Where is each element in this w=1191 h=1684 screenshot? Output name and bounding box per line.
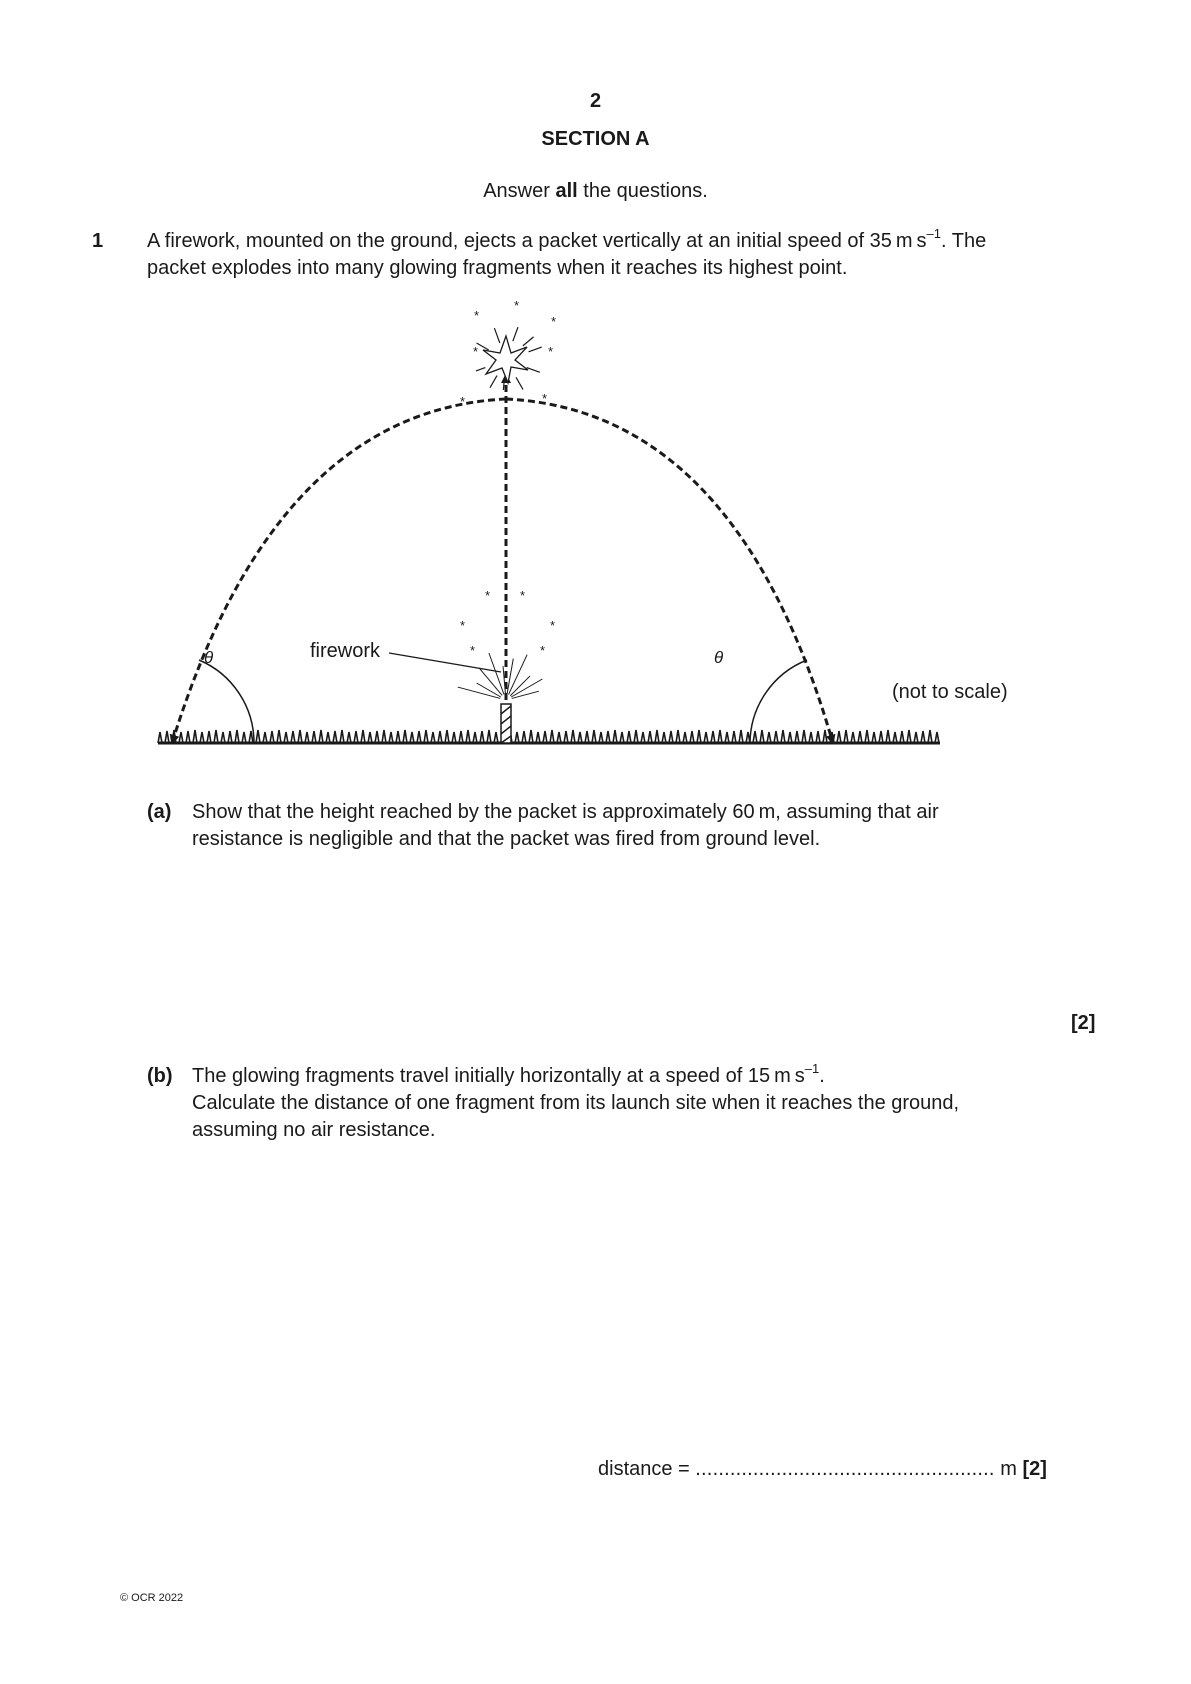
spark-star: * <box>542 391 548 406</box>
spark-star: * <box>473 344 479 359</box>
part-b-line2: Calculate the distance of one fragment from its launch site when it reaches the ground, <box>192 1092 960 1114</box>
instruction-text-after: the questions. <box>577 180 708 202</box>
launch-spark-ray <box>507 659 513 694</box>
firework-label: firework <box>310 640 381 662</box>
question-stem-end: . The <box>941 230 987 252</box>
spark-star: * <box>474 308 480 323</box>
instruction <box>0 180 1191 203</box>
question-stem-line2: packet explodes into many glowing fragments when it reaches its highest point. <box>147 257 848 279</box>
burst-ray <box>476 368 485 371</box>
burst-ray <box>494 328 499 343</box>
part-a-line1: Show that the height reached by the packet is approximately 60 m, assuming that air <box>192 801 939 823</box>
part-a-line2: resistance is negligible and that the packet was fired from ground level. <box>192 828 821 850</box>
launch-spark-star: * <box>470 643 476 658</box>
copyright: © OCR 2022 <box>120 1592 184 1604</box>
burst-ray <box>513 327 518 341</box>
section-title: SECTION A <box>541 128 650 150</box>
part-b-label: (b) <box>147 1065 173 1087</box>
part-b-line3: assuming no air resistance. <box>192 1119 436 1141</box>
launch-spark-star: * <box>485 588 491 603</box>
question-stem-text: A firework, mounted on the ground, ejects a packet vertically at an initial speed of 35 m s <box>147 230 927 252</box>
part-b-line1-end: . <box>819 1065 825 1087</box>
part-a-marks: [2] <box>1071 1012 1096 1034</box>
launch-spark-star: * <box>550 618 556 633</box>
burst-ray <box>523 337 534 346</box>
trajectory-left <box>173 399 506 740</box>
spark-star: * <box>551 314 557 329</box>
page-number: 2 <box>589 90 602 112</box>
trajectory-right <box>506 399 832 740</box>
ground <box>158 730 940 743</box>
spark-star: * <box>548 344 554 359</box>
angle-arc-right <box>750 660 807 743</box>
question-number: 1 <box>92 230 104 252</box>
burst-ray <box>516 377 523 389</box>
burst-ray <box>503 380 504 390</box>
answer-blank[interactable]: .................................................... <box>695 1458 995 1480</box>
burst-ray <box>490 376 497 388</box>
firework-diagram <box>140 300 1060 780</box>
burst-ray <box>527 368 540 373</box>
firework-leader-line <box>389 653 501 672</box>
launch-spark-star: * <box>520 588 526 603</box>
firework-launcher <box>501 704 511 743</box>
part-b-line1-exponent: –1 <box>804 1061 820 1077</box>
part-b-line1 <box>192 1063 825 1090</box>
answer-label: distance = <box>598 1458 690 1480</box>
question-stem-exponent: –1 <box>926 226 942 242</box>
angle-label-left: θ <box>204 648 214 667</box>
question-stem-line1 <box>147 228 986 255</box>
part-b-marks-value: 2 <box>1029 1458 1041 1480</box>
grass <box>158 730 939 743</box>
explosion-burst <box>460 300 556 409</box>
part-a-label: (a) <box>147 801 172 823</box>
part-a-marks-value: 2 <box>1077 1012 1089 1034</box>
spark-star: * <box>514 300 520 313</box>
instruction-text-before: Answer <box>483 180 556 202</box>
launch-spark-star: * <box>540 643 546 658</box>
spark-star: * <box>460 394 466 409</box>
burst-ray <box>477 343 489 350</box>
launch-spark-ray <box>510 676 530 696</box>
angle-arc-left <box>199 660 254 743</box>
answer-line: distance = .................................................... m [2] <box>598 1458 1047 1480</box>
burst-ray <box>529 347 542 352</box>
angle-label-right: θ <box>714 648 724 667</box>
launch-spark-ray <box>503 666 505 694</box>
launch-spark-star: * <box>460 618 466 633</box>
scale-note: (not to scale) <box>892 681 1008 703</box>
instruction-text-bold: all <box>555 180 578 202</box>
answer-unit: m <box>1000 1458 1017 1480</box>
part-b-line1-text: The glowing fragments travel initially horizontally at a speed of 15 m s <box>192 1065 805 1087</box>
